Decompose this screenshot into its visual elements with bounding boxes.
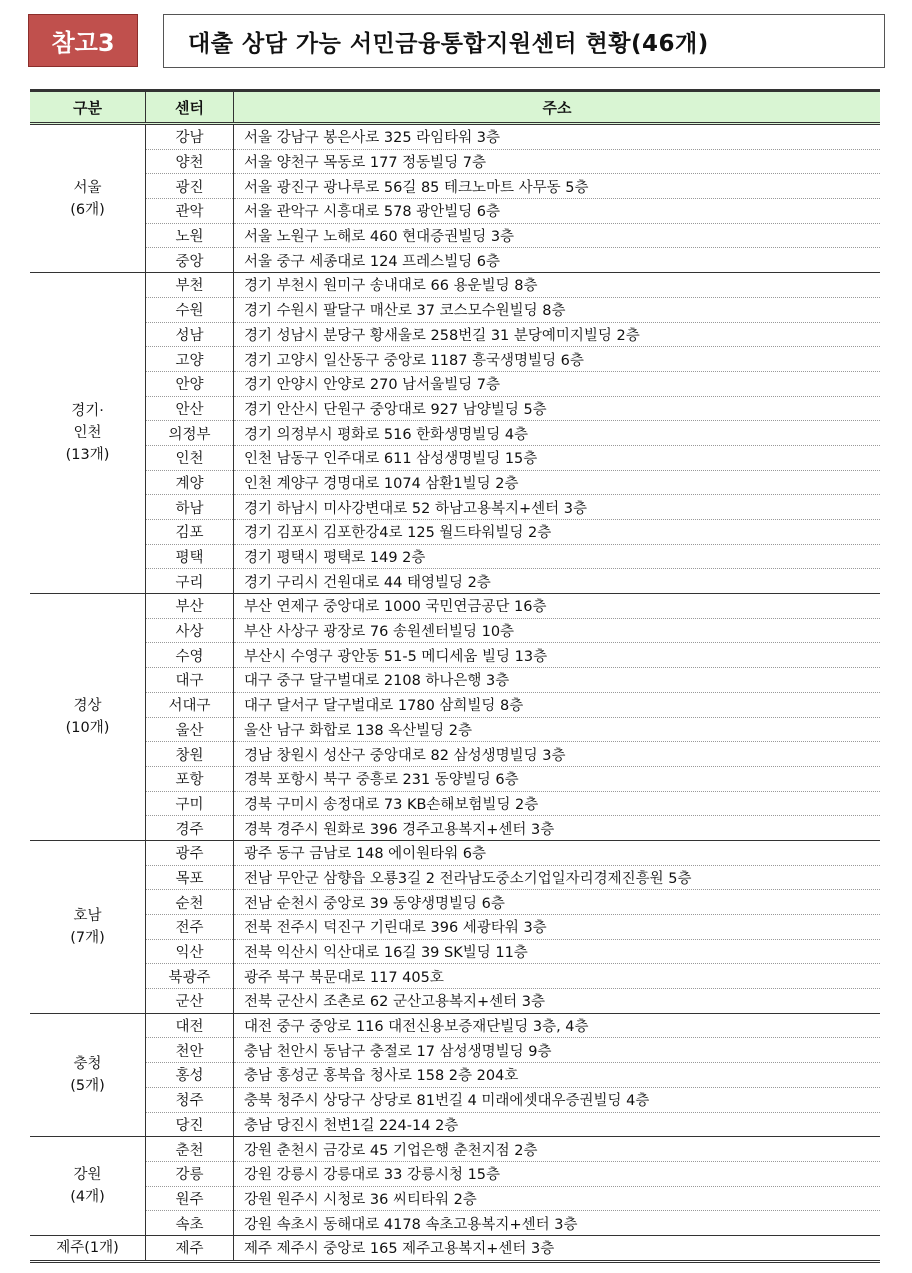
region-cell — [30, 840, 146, 1013]
table-row — [30, 1137, 880, 1162]
center-address: 충남 당진시 천변1길 224-14 2층 — [234, 1112, 881, 1137]
center-address: 대구 달서구 달구벌대로 1780 삼희빌딩 8층 — [234, 692, 881, 717]
table-row — [30, 1161, 880, 1186]
center-address: 충남 홍성군 홍북읍 청사로 158 2층 204호 — [234, 1063, 881, 1088]
table-row — [30, 248, 880, 273]
region-label: (5개) — [70, 1077, 105, 1094]
region-label: (6개) — [70, 201, 105, 218]
center-address: 인천 남동구 인주대로 611 삼성생명빌딩 15층 — [234, 445, 881, 470]
region-cell — [30, 273, 146, 594]
center-address: 경기 고양시 일산동구 중앙로 1187 흥국생명빌딩 6층 — [234, 347, 881, 372]
table-row — [30, 495, 880, 520]
header-region: 구분 — [30, 91, 146, 124]
center-name: 중앙 — [146, 248, 234, 273]
center-name: 고양 — [146, 347, 234, 372]
center-name: 속초 — [146, 1211, 234, 1236]
table-row — [30, 1211, 880, 1236]
table-row — [30, 643, 880, 668]
center-address: 서울 광진구 광나루로 56길 85 테크노마트 사무동 5층 — [234, 174, 881, 199]
center-name: 천안 — [146, 1038, 234, 1063]
center-name: 홍성 — [146, 1063, 234, 1088]
center-name: 순천 — [146, 890, 234, 915]
table-row — [30, 322, 880, 347]
center-name: 전주 — [146, 915, 234, 940]
region-cell — [30, 124, 146, 273]
table-row — [30, 791, 880, 816]
center-name: 서대구 — [146, 692, 234, 717]
center-name: 경주 — [146, 816, 234, 841]
center-name: 인천 — [146, 445, 234, 470]
table-row — [30, 840, 880, 865]
table-row — [30, 816, 880, 841]
center-address: 대전 중구 중앙로 116 대전신용보증재단빌딩 3층, 4층 — [234, 1013, 881, 1038]
table-row — [30, 717, 880, 742]
center-name: 평택 — [146, 544, 234, 569]
region-cell — [30, 594, 146, 841]
center-address: 제주 제주시 중앙로 165 제주고용복지+센터 3층 — [234, 1235, 881, 1261]
center-address: 경기 평택시 평택로 149 2층 — [234, 544, 881, 569]
region-cell — [30, 1235, 146, 1261]
center-name: 익산 — [146, 939, 234, 964]
table-row — [30, 273, 880, 298]
center-name: 목포 — [146, 865, 234, 890]
center-name: 원주 — [146, 1186, 234, 1211]
header-address: 주소 — [234, 91, 881, 124]
center-address: 서울 관악구 시흥대로 578 광안빌딩 6층 — [234, 199, 881, 224]
table-row — [30, 1063, 880, 1088]
table-row — [30, 1186, 880, 1211]
center-name: 대전 — [146, 1013, 234, 1038]
region-label: 호남 — [73, 907, 102, 924]
center-name: 구리 — [146, 569, 234, 594]
center-address: 대구 중구 달구벌대로 2108 하나은행 3층 — [234, 668, 881, 693]
center-address: 부산 사상구 광장로 76 송원센터빌딩 10층 — [234, 618, 881, 643]
header-center: 센터 — [146, 91, 234, 124]
center-name: 안산 — [146, 396, 234, 421]
table-row — [30, 174, 880, 199]
page-title — [163, 14, 885, 68]
region-label: 서울 — [73, 179, 102, 196]
table-row — [30, 1038, 880, 1063]
table-row — [30, 594, 880, 619]
center-address: 강원 속초시 동해대로 4178 속초고용복지+센터 3층 — [234, 1211, 881, 1236]
table-row — [30, 1087, 880, 1112]
center-name: 제주 — [146, 1235, 234, 1261]
center-name: 양천 — [146, 149, 234, 174]
center-address: 강원 춘천시 금강로 45 기업은행 춘천지점 2층 — [234, 1137, 881, 1162]
center-address: 서울 중구 세종대로 124 프레스빌딩 6층 — [234, 248, 881, 273]
center-address: 전남 순천시 중앙로 39 동양생명빌딩 6층 — [234, 890, 881, 915]
center-table — [30, 89, 880, 1263]
center-address: 경기 구리시 건원대로 44 태영빌딩 2층 — [234, 569, 881, 594]
center-name: 부산 — [146, 594, 234, 619]
center-address: 경북 포항시 북구 중흥로 231 동양빌딩 6층 — [234, 766, 881, 791]
table-row — [30, 396, 880, 421]
table-row — [30, 865, 880, 890]
center-address: 경기 수원시 팔달구 매산로 37 코스모수원빌딩 8층 — [234, 297, 881, 322]
center-address: 전북 익산시 익산대로 16길 39 SK빌딩 11층 — [234, 939, 881, 964]
region-label: 충청 — [73, 1055, 102, 1072]
table-row — [30, 297, 880, 322]
center-name: 광진 — [146, 174, 234, 199]
center-name: 수원 — [146, 297, 234, 322]
center-address: 서울 강남구 봉은사로 325 라임타워 3층 — [234, 124, 881, 150]
table-row — [30, 766, 880, 791]
center-name: 군산 — [146, 989, 234, 1014]
table-row — [30, 692, 880, 717]
table-row — [30, 668, 880, 693]
center-address: 경기 의정부시 평화로 516 한화생명빌딩 4층 — [234, 421, 881, 446]
center-name: 울산 — [146, 717, 234, 742]
region-label: (13개) — [65, 447, 110, 464]
center-address: 광주 북구 북문대로 117 405호 — [234, 964, 881, 989]
center-name: 구미 — [146, 791, 234, 816]
center-address: 전남 무안군 삼향읍 오룡3길 2 전라남도중소기업일자리경제진흥원 5층 — [234, 865, 881, 890]
center-address: 경기 안산시 단원구 중앙대로 927 남양빌딩 5층 — [234, 396, 881, 421]
center-address: 전북 전주시 덕진구 기린대로 396 세광타워 3층 — [234, 915, 881, 940]
center-name: 대구 — [146, 668, 234, 693]
center-address: 경북 구미시 송정대로 73 KB손해보험빌딩 2층 — [234, 791, 881, 816]
center-name: 포항 — [146, 766, 234, 791]
table-row — [30, 939, 880, 964]
center-name: 계양 — [146, 470, 234, 495]
center-name: 안양 — [146, 371, 234, 396]
table-row — [30, 470, 880, 495]
table-row — [30, 223, 880, 248]
table-row — [30, 371, 880, 396]
table-row — [30, 964, 880, 989]
center-name: 북광주 — [146, 964, 234, 989]
table-row — [30, 1112, 880, 1137]
region-cell — [30, 1013, 146, 1136]
table-row — [30, 742, 880, 767]
center-name: 청주 — [146, 1087, 234, 1112]
center-address: 충남 천안시 동남구 충절로 17 삼성생명빌딩 9층 — [234, 1038, 881, 1063]
region-label: (7개) — [70, 929, 105, 946]
center-name: 김포 — [146, 520, 234, 545]
center-name: 의정부 — [146, 421, 234, 446]
table-header-row — [30, 91, 880, 124]
table-row — [30, 520, 880, 545]
center-name: 광주 — [146, 840, 234, 865]
region-label: 제주(1개) — [56, 1239, 119, 1256]
center-name: 춘천 — [146, 1137, 234, 1162]
region-label: (4개) — [70, 1189, 105, 1206]
center-address: 서울 노원구 노해로 460 현대증권빌딩 3층 — [234, 223, 881, 248]
center-name: 수영 — [146, 643, 234, 668]
table-row — [30, 1235, 880, 1261]
center-name: 창원 — [146, 742, 234, 767]
center-address: 경기 김포시 김포한강4로 125 월드타워빌딩 2층 — [234, 520, 881, 545]
table-row — [30, 890, 880, 915]
center-address: 울산 남구 화합로 138 옥산빌딩 2층 — [234, 717, 881, 742]
center-address: 경남 창원시 성산구 중앙대로 82 삼성생명빌딩 3층 — [234, 742, 881, 767]
table-row — [30, 915, 880, 940]
table-row — [30, 124, 880, 150]
center-address: 인천 계양구 경명대로 1074 삼환1빌딩 2층 — [234, 470, 881, 495]
title-text: 대출 상담 가능 서민금융통합지원센터 현황(46개) — [188, 30, 709, 57]
center-address: 경기 하남시 미사강변대로 52 하남고용복지+센터 3층 — [234, 495, 881, 520]
center-address: 충북 청주시 상당구 상당로 81번길 4 미래에셋대우증권빌딩 4층 — [234, 1087, 881, 1112]
table-row — [30, 569, 880, 594]
region-label: 경기· — [71, 403, 104, 420]
center-address: 경기 안양시 안양로 270 남서울빌딩 7층 — [234, 371, 881, 396]
center-name: 성남 — [146, 322, 234, 347]
center-name: 노원 — [146, 223, 234, 248]
region-label: 인천 — [73, 425, 102, 442]
center-name: 강남 — [146, 124, 234, 150]
center-name: 관악 — [146, 199, 234, 224]
table-row — [30, 149, 880, 174]
table-row — [30, 544, 880, 569]
center-address: 강원 원주시 시청로 36 씨티타워 2층 — [234, 1186, 881, 1211]
table-row — [30, 347, 880, 372]
center-address: 경기 성남시 분당구 황새울로 258번길 31 분당예미지빌딩 2층 — [234, 322, 881, 347]
center-name: 당진 — [146, 1112, 234, 1137]
region-label: (10개) — [65, 720, 110, 736]
table-row — [30, 445, 880, 470]
center-address: 경북 경주시 원화로 396 경주고용복지+센터 3층 — [234, 816, 881, 841]
center-address: 강원 강릉시 강릉대로 33 강릉시청 15층 — [234, 1161, 881, 1186]
center-name: 사상 — [146, 618, 234, 643]
table-row — [30, 421, 880, 446]
table-row — [30, 1013, 880, 1038]
reference-badge: 참고3 — [28, 14, 138, 67]
region-label: 강원 — [73, 1167, 102, 1184]
table-row — [30, 618, 880, 643]
center-address: 부산 연제구 중앙대로 1000 국민연금공단 16층 — [234, 594, 881, 619]
center-address: 광주 동구 금남로 148 에이원타워 6층 — [234, 840, 881, 865]
table-row — [30, 989, 880, 1014]
center-address: 경기 부천시 원미구 송내대로 66 용운빌딩 8층 — [234, 273, 881, 298]
center-address: 서울 양천구 목동로 177 정동빌딩 7층 — [234, 149, 881, 174]
center-name: 부천 — [146, 273, 234, 298]
center-name: 강릉 — [146, 1161, 234, 1186]
center-name: 하남 — [146, 495, 234, 520]
region-cell — [30, 1137, 146, 1236]
center-address: 전북 군산시 조촌로 62 군산고용복지+센터 3층 — [234, 989, 881, 1014]
center-address: 부산시 수영구 광안동 51-5 메디세움 빌딩 13층 — [234, 643, 881, 668]
region-label: 경상 — [73, 698, 102, 714]
table-row — [30, 199, 880, 224]
